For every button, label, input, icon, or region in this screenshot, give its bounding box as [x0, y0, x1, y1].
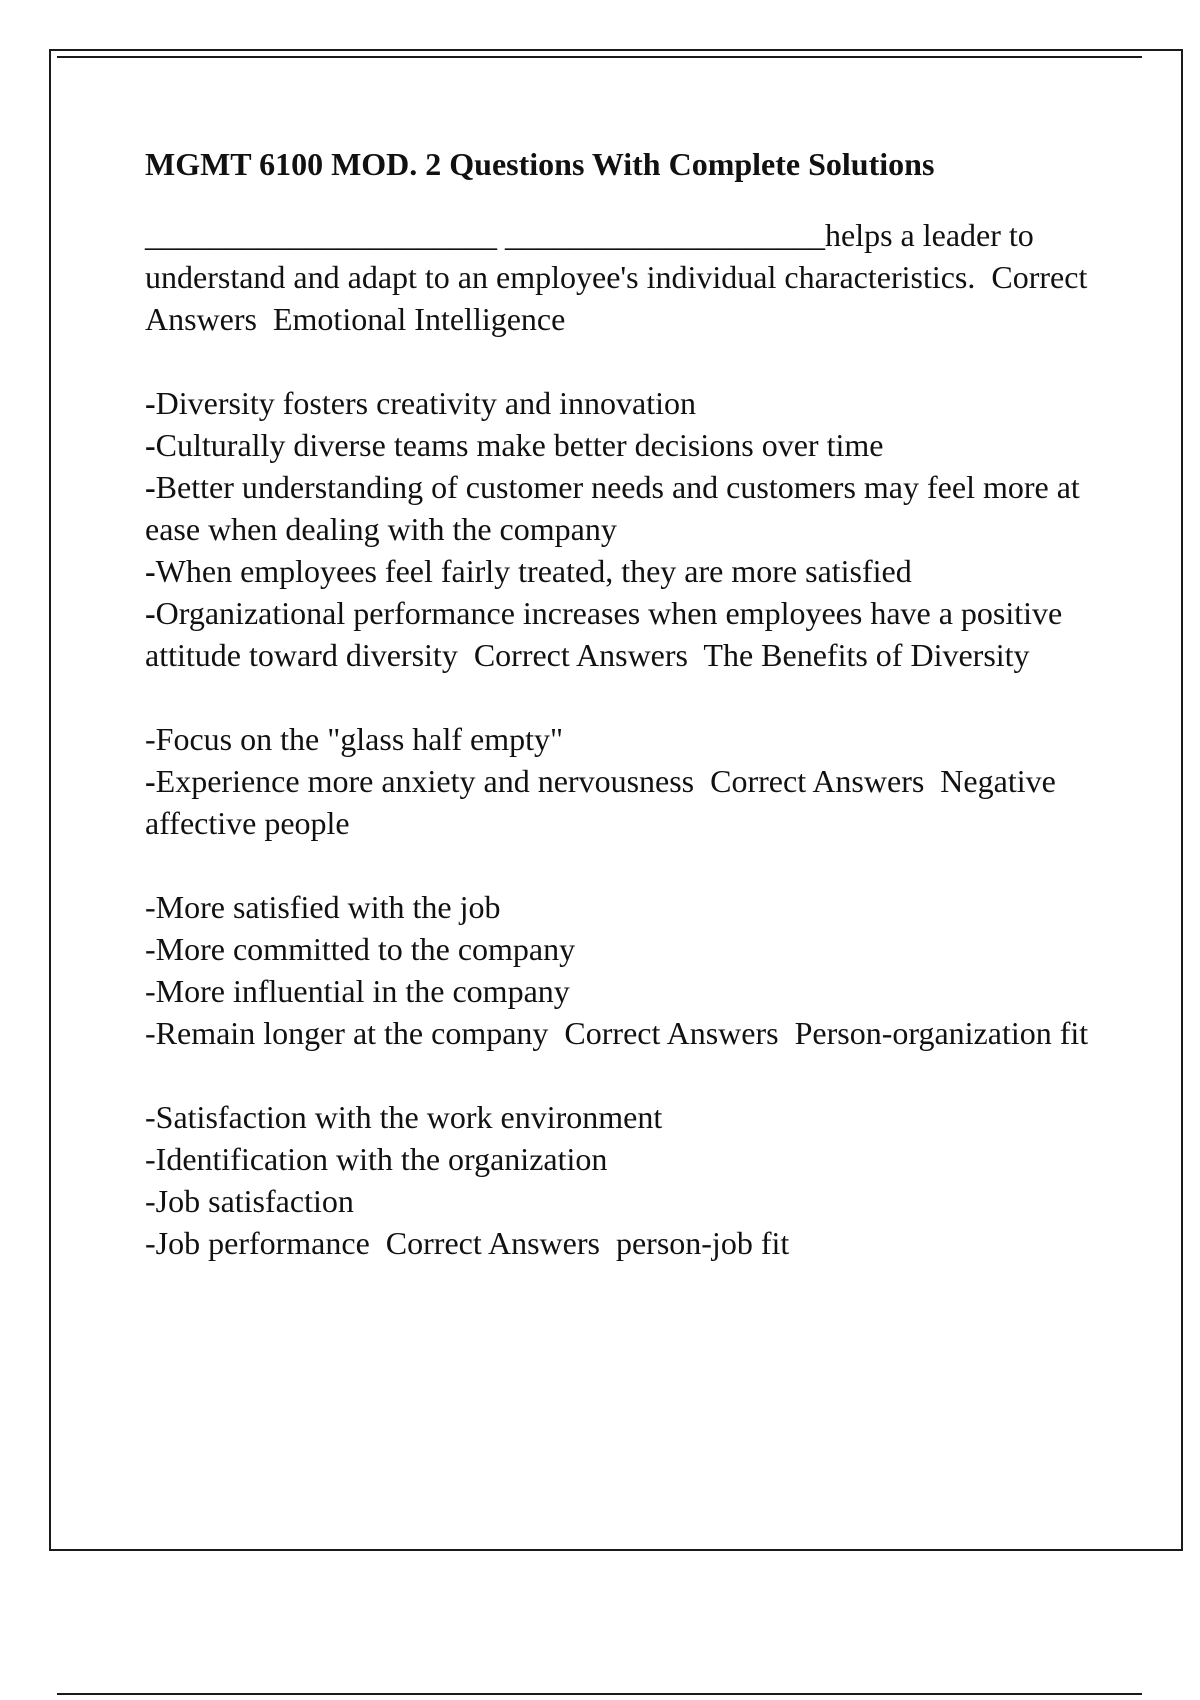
list-item [145, 592, 1095, 676]
list-item [145, 466, 1095, 550]
list-item [145, 1012, 1095, 1054]
bullet-dash: - [145, 469, 156, 505]
list-item-text: More influential in the company [155, 973, 570, 1009]
list-item-text: Experience more anxiety and nervousness Correct Answers Negative affective people [145, 763, 1064, 841]
list-item-text: More committed to the company [155, 931, 576, 967]
document-title: MGMT 6100 MOD. 2 Questions With Complete Solutions [145, 146, 935, 182]
bullet-dash: - [145, 385, 156, 421]
list-item [145, 760, 1095, 844]
qa-block-negative-affective-people [145, 718, 1095, 844]
qa-block-person-job-fit [145, 1096, 1095, 1264]
list-item [145, 1222, 1095, 1264]
bullet-dash: - [145, 1015, 156, 1051]
list-item [145, 1096, 1095, 1138]
qa-text: ______________________ ____________________helps a leader to understand and adapt to an employee's individual characteristics. Correct Answers Emotional Intelligence [145, 217, 1094, 337]
list-item-text: Satisfaction with the work environment [155, 1099, 663, 1135]
list-item-text: More satisfied with the job [155, 889, 501, 925]
bullet-dash: - [145, 973, 156, 1009]
list-item-text: Diversity fosters creativity and innovation [155, 385, 696, 421]
list-item [145, 550, 1095, 592]
list-item [145, 382, 1095, 424]
list-item [145, 886, 1095, 928]
list-item-text: Organizational performance increases when employees have a positive attitude toward diversity Correct Answers The Benefits of Diversity [145, 595, 1071, 673]
list-item-text: Culturally diverse teams make better decisions over time [155, 427, 884, 463]
bullet-dash: - [145, 595, 156, 631]
list-item-text: Identification with the organization [155, 1141, 608, 1177]
bullet-dash: - [145, 427, 156, 463]
footer-rule [57, 1693, 1142, 1695]
list-item-text: Job performance Correct Answers person-job fit [155, 1225, 790, 1261]
bullet-dash: - [145, 763, 156, 799]
bullet-dash: - [145, 1099, 156, 1135]
qa-block-benefits-of-diversity [145, 382, 1095, 676]
qa-block-emotional-intelligence [145, 214, 1095, 340]
bullet-dash: - [145, 1183, 156, 1219]
list-item-text: Better understanding of customer needs and customers may feel more at ease when dealing with the company [145, 469, 1088, 547]
list-item [145, 970, 1095, 1012]
bullet-dash: - [145, 553, 156, 589]
list-item [145, 1138, 1095, 1180]
header-rule [57, 56, 1142, 58]
bullet-dash: - [145, 931, 156, 967]
list-item [145, 928, 1095, 970]
list-item-text: Job satisfaction [155, 1183, 354, 1219]
bullet-dash: - [145, 1141, 156, 1177]
document-body [145, 140, 1095, 1306]
bullet-dash: - [145, 721, 156, 757]
list-item-text: When employees feel fairly treated, they are more satisfied [155, 553, 912, 589]
qa-block-person-organization-fit [145, 886, 1095, 1054]
bullet-dash: - [145, 889, 156, 925]
list-item-text: Focus on the "glass half empty" [155, 721, 564, 757]
bullet-dash: - [145, 1225, 156, 1261]
list-item-text: Remain longer at the company Correct Answers Person-organization fit [155, 1015, 1089, 1051]
list-item [145, 424, 1095, 466]
list-item [145, 1180, 1095, 1222]
list-item [145, 718, 1095, 760]
